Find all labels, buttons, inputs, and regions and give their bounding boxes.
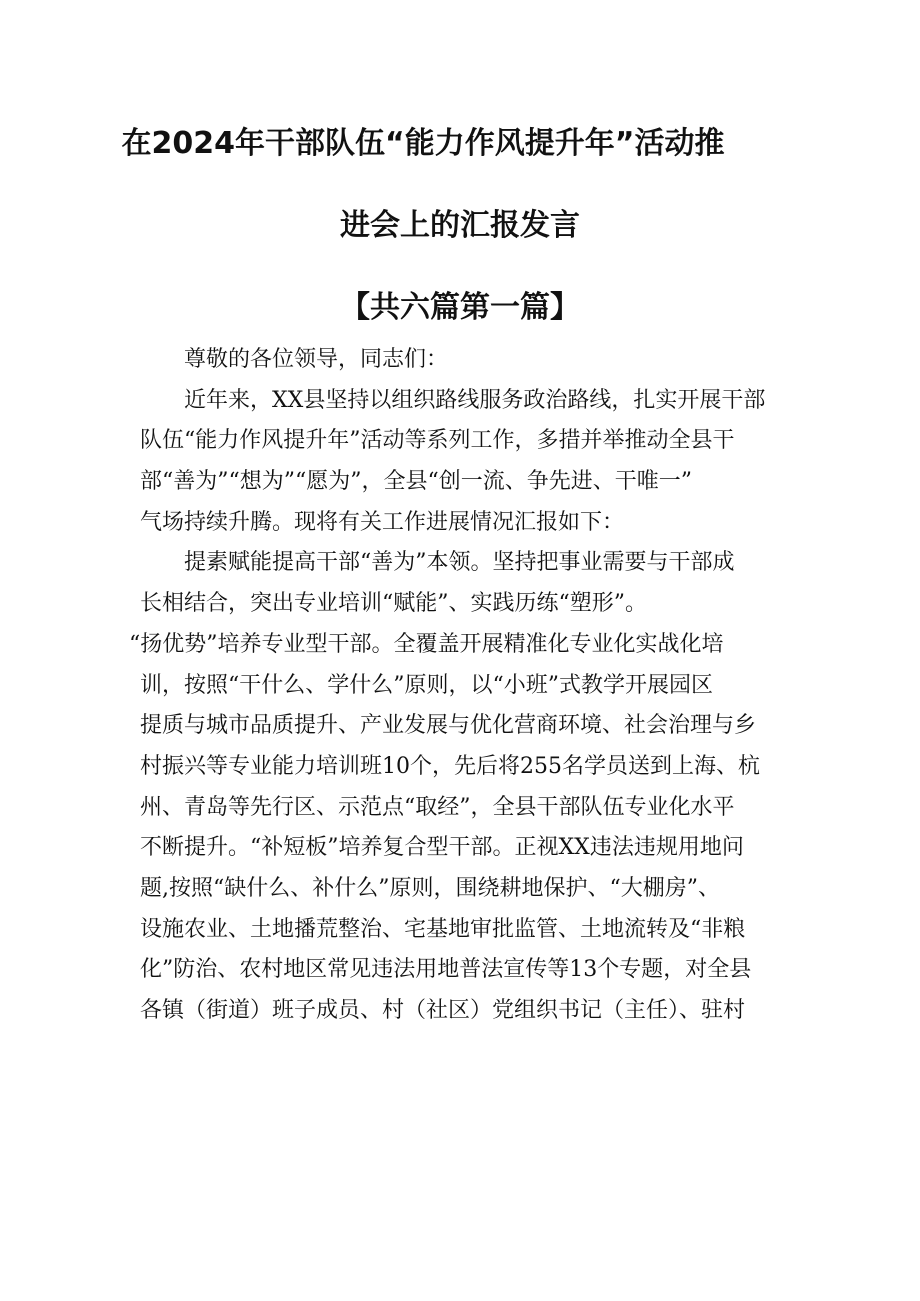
document-subtitle: 【共六篇第一篇】: [340, 290, 580, 325]
body-line: 各镇（街道）班子成员、村（社区）党组织书记（主任）、驻村: [140, 998, 746, 1023]
body-line-salutation: 尊敬的各位领导，同志们：: [184, 347, 449, 372]
body-line: 题,按照“缺什么、补什么”原则，围绕耕地保护、“大棚房”、: [140, 875, 720, 901]
body-line: 近年来，XX县坚持以组织路线服务政治路线，扎实开展干部: [184, 387, 766, 413]
document-title-line-2: 进会上的汇报发言: [340, 208, 580, 243]
body-line: 部“善为”“想为”“愿为”，全县“创一流、争先进、干唯一”: [140, 469, 692, 495]
body-line: 队伍“能力作风提升年”活动等系列工作，多措并举推动全县干: [140, 428, 735, 454]
document-title-line-1: 在2024年干部队伍“能力作风提升年”活动推: [121, 126, 725, 161]
body-line: 气场持续升腾。现将有关工作进展情况汇报如下：: [140, 509, 625, 535]
body-line: 长相结合，突出专业培训“赋能”、实践历练“塑形”。: [140, 591, 647, 617]
body-line: 不断提升。“补短板”培养复合型干部。正视XX违法违规用地问: [140, 835, 744, 861]
body-line: 州、青岛等先行区、示范点“取经”，全县干部队伍专业化水平: [140, 794, 735, 820]
body-line: “扬优势”培养专业型干部。全覆盖开展精准化专业化实战化培: [129, 631, 724, 657]
body-line: 提素赋能提高干部“善为”本领。坚持把事业需要与干部成: [184, 550, 735, 576]
body-line: 化”防治、农村地区常见违法用地普法宣传等13个专题，对全县: [140, 957, 752, 983]
document-body: [129, 340, 790, 1032]
body-line: 设施农业、土地播荒整治、宅基地审批监管、土地流转及“非粮: [140, 916, 746, 942]
body-line: 村振兴等专业能力培训班10个，先后将255名学员送到上海、杭: [140, 753, 760, 779]
body-line: 训，按照“干什么、学什么”原则，以“小班”式教学开展园区: [140, 672, 713, 698]
body-line: 提质与城市品质提升、产业发展与优化营商环境、社会治理与乡: [140, 713, 757, 739]
